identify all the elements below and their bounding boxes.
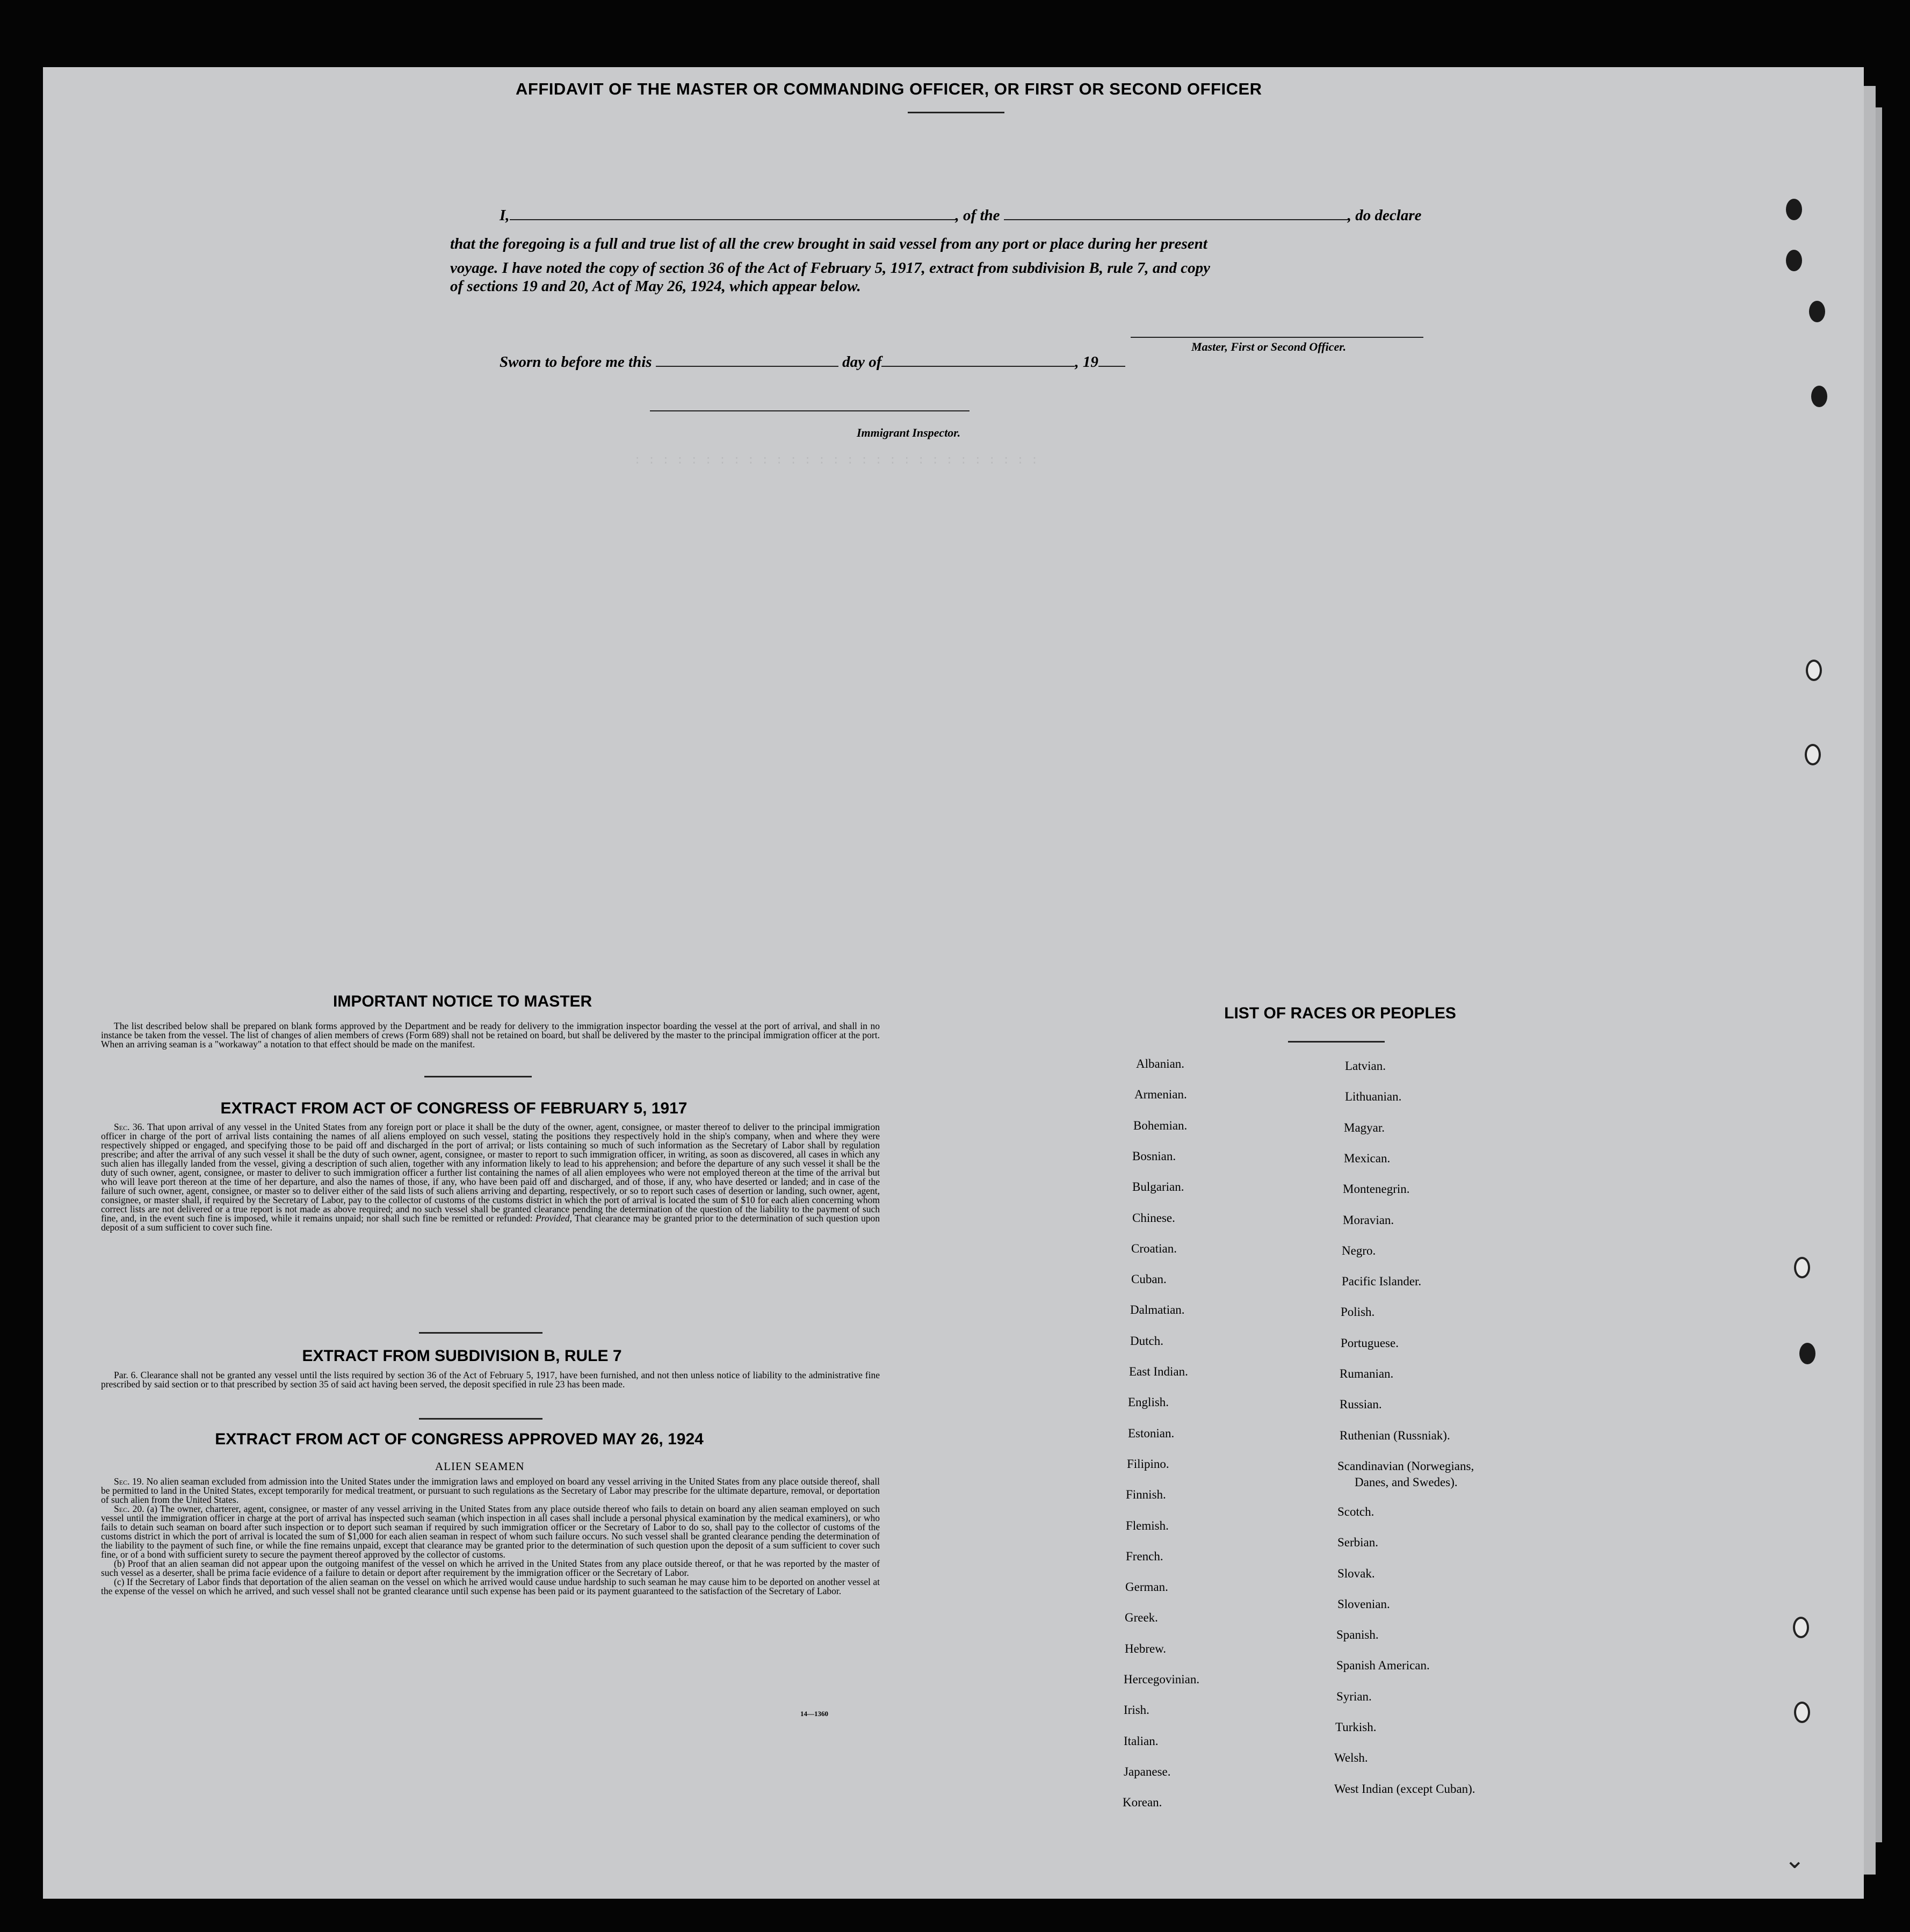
proviso-text: That clearance may be granted prior to the determination of such question upon deposit of a sum sufficient to cover such fine.	[101, 1213, 880, 1233]
vessel-name-blank	[1004, 219, 1348, 220]
race-item: Filipino.	[1127, 1457, 1169, 1471]
race-item: Greek.	[1125, 1611, 1158, 1625]
race-item: Japanese.	[1124, 1764, 1171, 1778]
race-item: Scotch.	[1337, 1504, 1374, 1518]
punch-hole	[1799, 1343, 1815, 1364]
punch-hole	[1805, 744, 1821, 765]
rule7-paragraph: Par. 6. Clearance shall not be granted any vessel until the lists required by section 36 of the Act of February 5, 1917, have been furnished, and not then unless notice of liability to the administrative fine prescribed by said section or to that prescribed by section 35 of said act having been served, the deposit specified in rule 23 has been made.	[101, 1370, 880, 1390]
race-item: Polish.	[1341, 1305, 1375, 1319]
race-item: French.	[1126, 1549, 1163, 1563]
race-item: Spanish.	[1336, 1628, 1379, 1642]
race-item: English.	[1128, 1395, 1169, 1409]
race-item: Finnish.	[1126, 1488, 1166, 1502]
affidavit-line-2: that the foregoing is a full and true list of all the crew brought in said vessel from any port or place during her present	[450, 235, 1207, 252]
punch-hole	[1794, 1702, 1810, 1723]
race-item: Russian.	[1340, 1398, 1382, 1412]
race-item: Welsh.	[1334, 1751, 1368, 1765]
sworn-prefix: Sworn to before me this	[500, 353, 652, 371]
race-item: Ruthenian (Russniak).	[1340, 1428, 1450, 1442]
title-rule	[908, 112, 1004, 113]
race-item: Italian.	[1124, 1734, 1159, 1748]
bleed-through-text: : : : : : : : : : : : : : : : : : : : : : : : : : : : : :	[634, 454, 1038, 467]
extract-1924-text	[101, 1477, 880, 1596]
notice-text	[101, 1022, 880, 1049]
underlying-sheet-edge	[1876, 107, 1882, 1842]
inspector-signature-line	[650, 410, 970, 411]
sworn-line	[500, 353, 1125, 371]
affidavit-title: AFFIDAVIT OF THE MASTER OR COMMANDING OFFICER, OR FIRST OR SECOND OFFICER	[516, 79, 1262, 98]
form-page	[43, 67, 1864, 1899]
races-title: LIST OF RACES OR PEOPLES	[1224, 1004, 1456, 1022]
race-item: Estonian.	[1128, 1426, 1175, 1440]
race-item: Bohemian.	[1133, 1118, 1188, 1132]
inspector-label: Immigrant Inspector.	[857, 426, 961, 439]
rule7-title: EXTRACT FROM SUBDIVISION B, RULE 7	[302, 1347, 622, 1365]
officer-name-blank	[510, 219, 956, 220]
punch-hole	[1793, 1617, 1809, 1638]
race-item: Syrian.	[1336, 1689, 1372, 1703]
punch-hole	[1806, 660, 1822, 681]
race-item: Pacific Islander.	[1342, 1275, 1422, 1289]
race-item: German.	[1125, 1580, 1168, 1594]
proviso-label: Provided,	[535, 1213, 572, 1224]
punch-hole	[1811, 386, 1827, 407]
race-item: Latvian.	[1345, 1059, 1386, 1073]
sec20a-paragraph	[101, 1504, 880, 1559]
race-item: Albanian.	[1136, 1057, 1185, 1070]
extract-1924-title: EXTRACT FROM ACT OF CONGRESS APPROVED MAY 26, 1924	[215, 1430, 704, 1448]
race-item: Lithuanian.	[1345, 1090, 1402, 1104]
race-item: Dutch.	[1130, 1334, 1163, 1348]
race-item: Korean.	[1123, 1796, 1162, 1810]
race-item: Scandinavian (Norwegians,	[1337, 1459, 1474, 1473]
race-item: Montenegrin.	[1343, 1182, 1410, 1196]
race-item: Cuban.	[1131, 1272, 1167, 1286]
affidavit-of-the-label: , of the	[955, 207, 1000, 224]
affidavit-declare-label: , do declare	[1347, 207, 1422, 224]
sec20c-paragraph: (c) If the Secretary of Labor finds that deportation of the alien seaman on the vessel on which he arrived would cause undue hardship to such seaman he may cause him to be deported on another vessel at the expense of the vessel on which he arrived, and such vessel shall not be granted clearance until such expense has been paid or its payment guaranteed to the satisfaction of the Secretary of Labor.	[101, 1576, 880, 1596]
race-item: Serbian.	[1337, 1536, 1379, 1550]
punch-hole	[1794, 1257, 1810, 1278]
extract-1924-subtitle: ALIEN SEAMEN	[435, 1460, 525, 1473]
rule7-text	[101, 1371, 880, 1389]
race-item: Negro.	[1342, 1243, 1376, 1257]
section-rule	[424, 1076, 532, 1077]
form-number: 14—1360	[800, 1710, 828, 1718]
affidavit-line-3: voyage. I have noted the copy of section 36 of the Act of February 5, 1917, extract from subdivision B, rule 7, and copy	[450, 259, 1210, 277]
race-item: Mexican.	[1344, 1151, 1391, 1165]
extract-1917-paragraph	[101, 1123, 880, 1232]
race-item: Dalmatian.	[1130, 1303, 1185, 1317]
race-item: Spanish American.	[1336, 1659, 1430, 1673]
extract-1917-text	[101, 1123, 880, 1232]
sec20b-paragraph: (b) Proof that an alien seaman did not appear upon the outgoing manifest of the vessel on which he arrived in the United States from any place outside thereof, or that he was reported by the master of such vessel as a deserter, shall be prima facie evidence of a failure to detain or deport after requirement by the immigration officer or the Secretary of Labor.	[101, 1558, 880, 1578]
punch-hole	[1809, 301, 1825, 322]
notice-title: IMPORTANT NOTICE TO MASTER	[333, 993, 592, 1010]
race-item: Flemish.	[1126, 1518, 1169, 1532]
master-signature-line	[1131, 337, 1423, 338]
race-item: Danes, and Swedes).	[1355, 1475, 1458, 1489]
sworn-year-label: , 19	[1075, 353, 1098, 371]
sec19-paragraph	[101, 1477, 880, 1504]
races-title-rule	[1288, 1041, 1385, 1043]
race-item: Armenian.	[1134, 1088, 1187, 1102]
race-item: Portuguese.	[1341, 1336, 1399, 1350]
race-item: Slovenian.	[1337, 1597, 1390, 1611]
race-item: Turkish.	[1335, 1720, 1377, 1734]
race-item: East Indian.	[1129, 1365, 1188, 1378]
section-rule	[419, 1418, 542, 1420]
sec36-label: Sec. 36.	[114, 1121, 144, 1132]
punch-hole	[1786, 250, 1802, 271]
notice-paragraph: The list described below shall be prepared on blank forms approved by the Department and be ready for delivery to the immigration inspector boarding the vessel at the port of arrival, and shall in no instance be taken from the vessel. The list of changes of alien members of crews (Form 689) shall not be retained on board, but shall be delivered by the master to the principal immigration officer at the port. When an arriving seaman is a "workaway" a notation to that effect should be made on the manifest.	[101, 1021, 880, 1050]
sec20a-body: (a) The owner, charterer, agent, consignee, or master of any vessel arriving in the United States from any place outside thereof who fails to detain on board any alien seaman employed on such vessel until the immigration officer in charge at the port of arrival has inspected such seaman (which inspection in all cases shall include a personal physical examination by the medical examiners), or who fails to detain such seaman on board after such inspection or to deport such seaman if required by such immigration officer or the Secretary of Labor to do so, shall pay to the collector of customs of the customs district in which the port of arrival is located the sum of $1,000 for each alien seaman in respect of whom such failure occurs. No such vessel shall be granted clearance pending the determination of the liability to the payment of such fine, or while the fine remains unpaid, except that clearance may be granted prior to the determination of such question upon the deposit of a sum sufficient to cover such fine, or of a bond with sufficient surety to secure the payment thereof approved by the collector of customs.	[101, 1503, 880, 1560]
race-item: Irish.	[1124, 1703, 1149, 1717]
race-item: Moravian.	[1343, 1213, 1394, 1227]
race-item: Rumanian.	[1340, 1367, 1394, 1380]
race-item: Bulgarian.	[1132, 1180, 1184, 1194]
sworn-year-blank	[1098, 366, 1125, 367]
affidavit-i-label: I,	[500, 207, 510, 224]
sworn-day-blank	[656, 366, 838, 367]
section-rule	[419, 1332, 542, 1334]
race-item: West Indian (except Cuban).	[1334, 1782, 1475, 1796]
affidavit-line-4: of sections 19 and 20, Act of May 26, 1924, which appear below.	[450, 278, 861, 295]
race-item: Magyar.	[1344, 1120, 1385, 1134]
sworn-day-of-label: day of	[842, 353, 882, 371]
race-item: Bosnian.	[1132, 1149, 1176, 1163]
race-item: Hebrew.	[1125, 1641, 1167, 1655]
race-item: Chinese.	[1132, 1211, 1175, 1225]
punch-hole	[1786, 199, 1802, 220]
sec20-label: Sec. 20.	[114, 1503, 144, 1514]
race-item: Hercegovinian.	[1124, 1673, 1200, 1686]
underlying-sheet-edge	[1864, 86, 1876, 1875]
master-signature-label: Master, First or Second Officer.	[1191, 340, 1347, 353]
extract-1917-title: EXTRACT FROM ACT OF CONGRESS OF FEBRUARY 5, 1917	[220, 1099, 688, 1117]
affidavit-line-1	[500, 207, 1421, 225]
sec19-label: Sec. 19.	[114, 1476, 144, 1487]
sec36-body: That upon arrival of any vessel in the United States from any foreign port or place it shall be the duty of the owner, agent, consignee, or master thereof to deliver to the principal immigration officer in charge of the port of arrival lists containing the names of all aliens employed on such vessel, stating the positions they respectively hold in the ship's company, when and where they were respectively shipped or engaged, and specifying those to be paid off and discharged in the port of arrival; or lists containing so much of such information as the Secretary of Labor shall by regulation prescribe; and after the arrival of any such vessel it shall be the duty of such owner, agent, consignee, or master to report to such immigration officer, in writing, as soon as discovered, all cases in which any such alien has illegally landed from the vessel, giving a description of such alien, together with any information likely to lead to his apprehension; and before the departure of any such vessel it shall be the duty of such owner, agent, consignee, or master to deliver to such immigration officer a further list containing the names of all alien employees who were not employed thereon at the time of the arrival but who will leave port thereon at the time of her departure, and also the names of those, if any, who have been paid off and discharged, and of those, if any, who have deserted or landed; and in case of the failure of such owner, agent, consignee, or master so to deliver either of the said lists of such aliens arriving and departing, respectively, or so to report such cases of desertion or landing, such owner, agent, consignee, or master shall, if required by the Secretary of Labor, pay to the collector of customs of the customs district in which the port of arrival is located the sum of $10 for each alien concerning whom correct lists are not delivered or a true report is not made as above required; and no such vessel shall be granted clearance pending the determination of the question of the liability to the payment of such fine, and, in the event such fine is imposed, while it remains unpaid; nor shall such fine be remitted or refunded:	[101, 1121, 880, 1224]
race-item: Slovak.	[1337, 1566, 1375, 1580]
race-item: Croatian.	[1131, 1241, 1177, 1255]
handwritten-mark: ⌄	[1784, 1846, 1805, 1873]
sec19-body: No alien seaman excluded from admission into the United States under the immigration laws and employed on board any vessel arriving in the United States from any place outside thereof, shall be permitted to land in the United States, except temporarily for medical treatment, or pursuant to such regulations as the Secretary of Labor may prescribe for the ultimate departure, removal, or deportation of such alien from the United States.	[101, 1476, 880, 1505]
sworn-month-blank	[881, 366, 1075, 367]
